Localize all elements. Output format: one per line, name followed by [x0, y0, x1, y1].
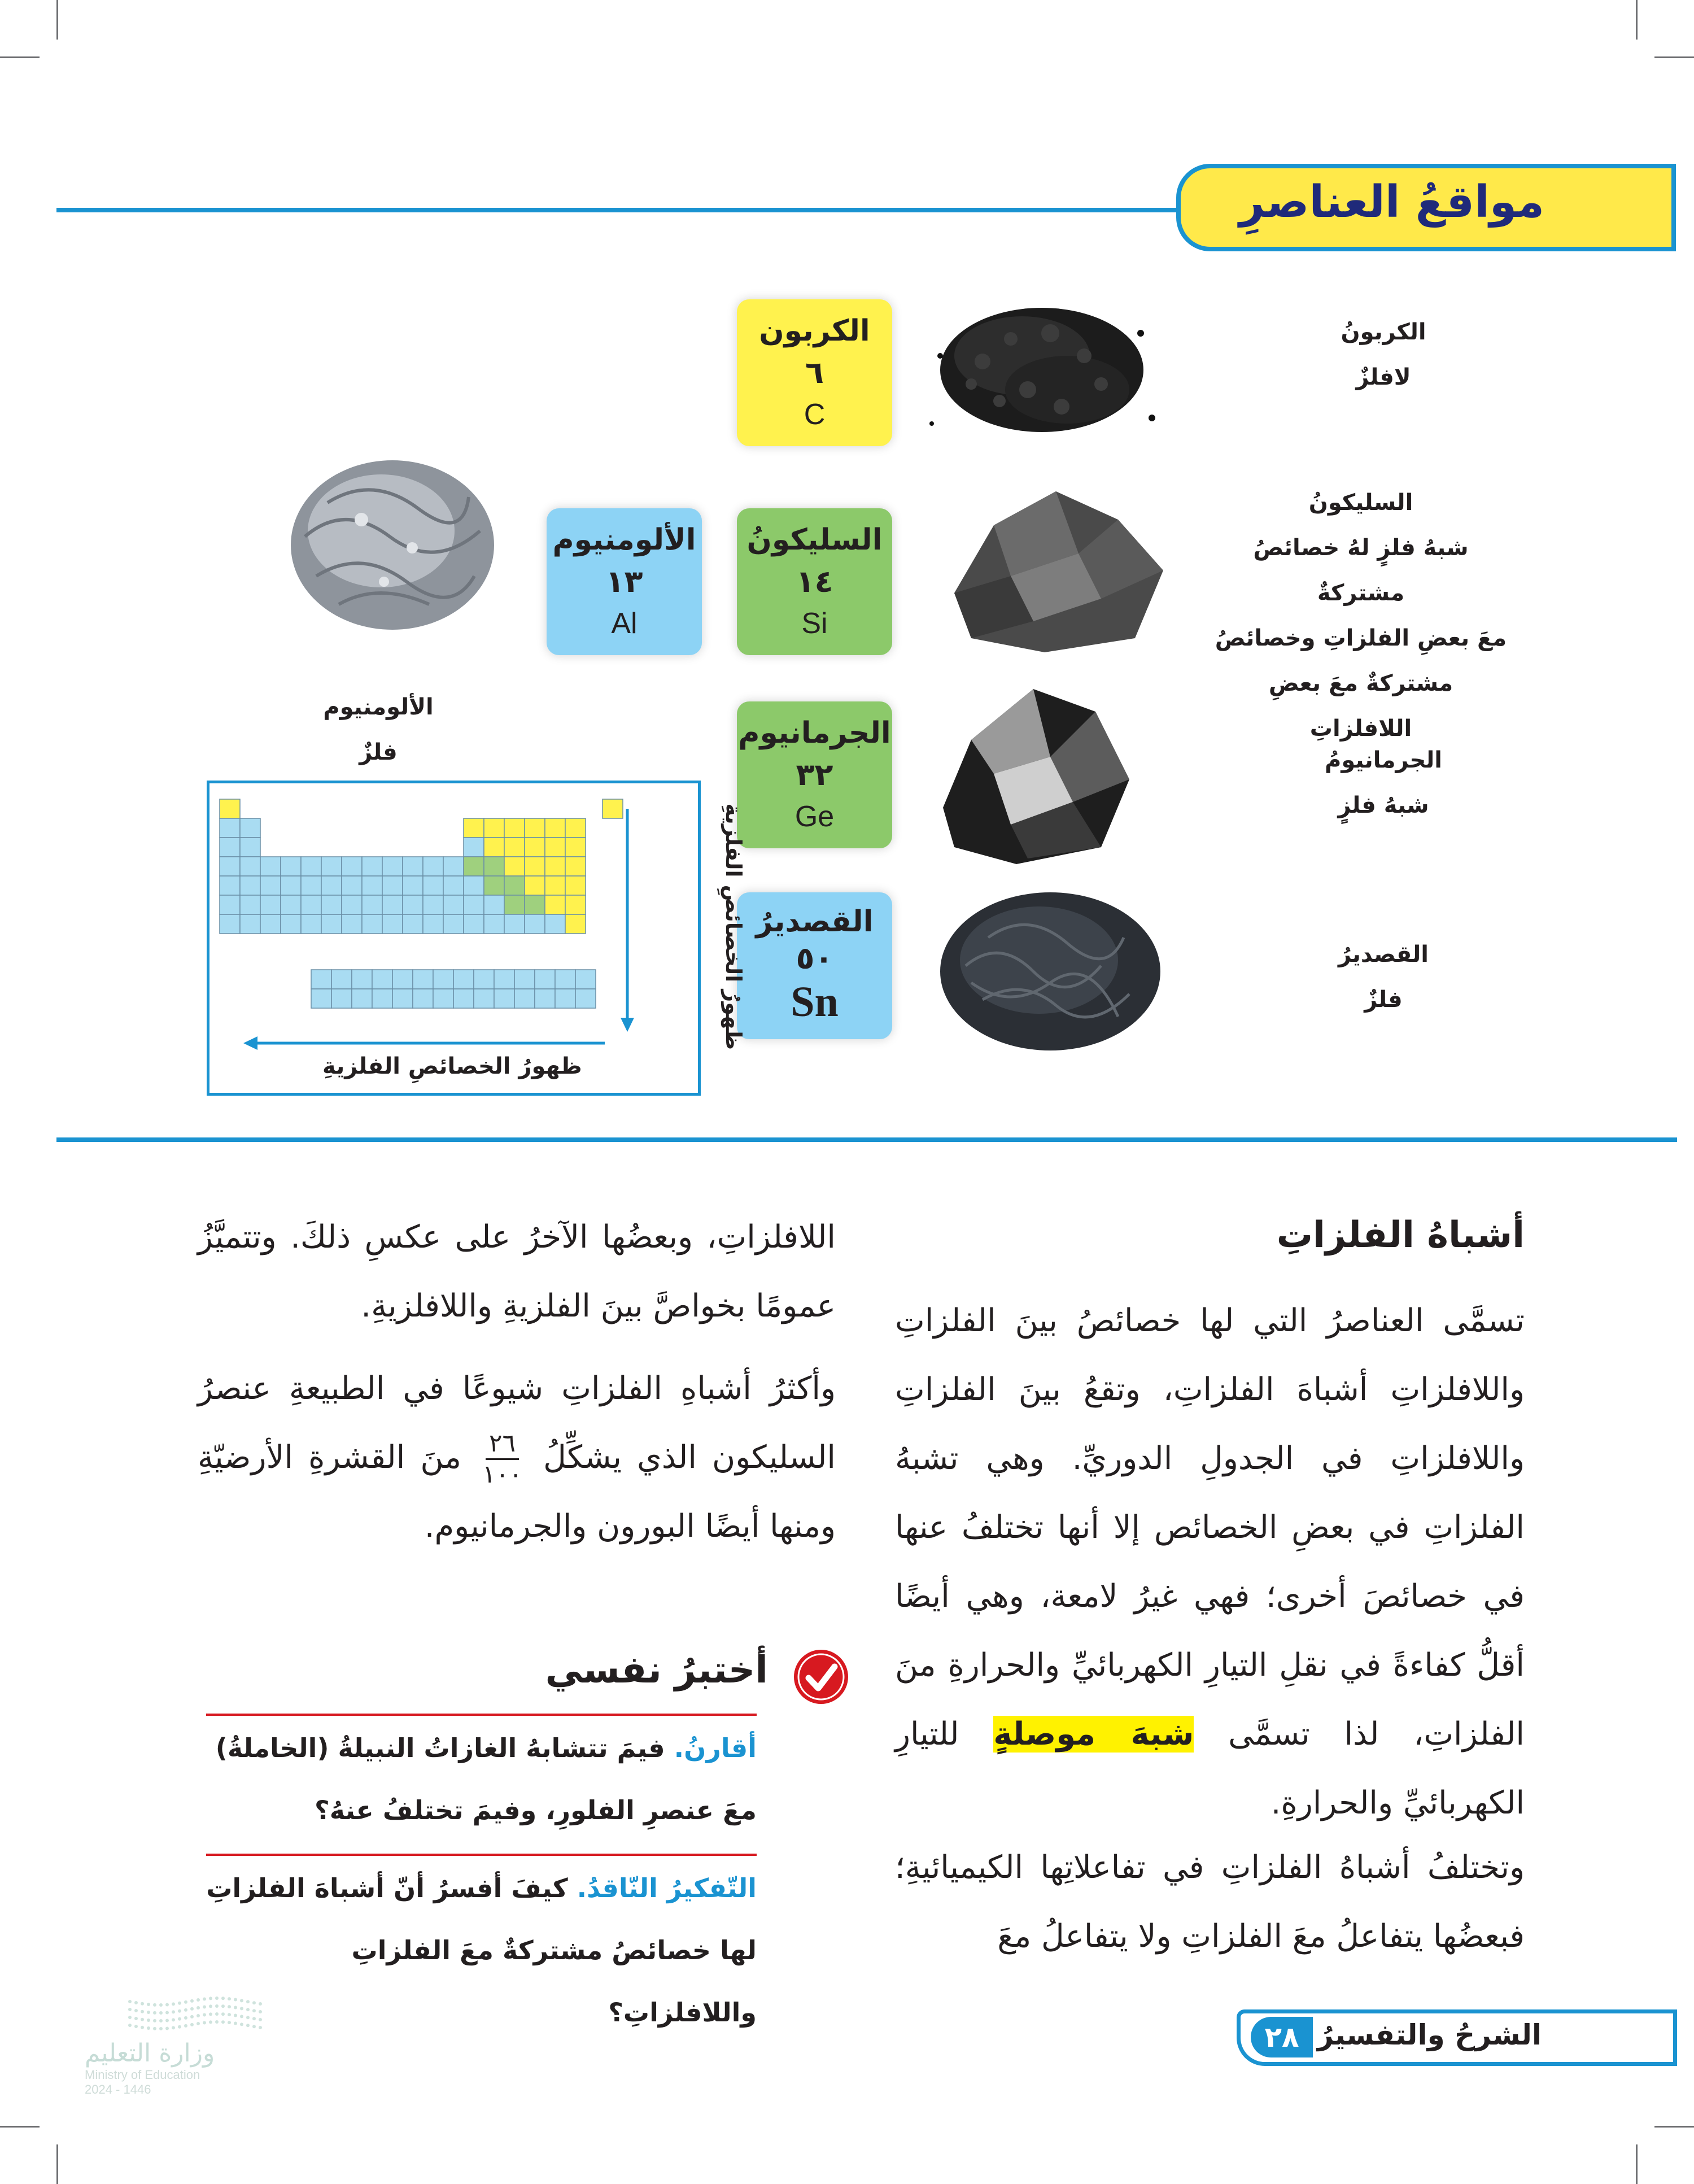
periodic-cell [362, 895, 382, 914]
periodic-cell [342, 895, 362, 914]
periodic-cell [433, 970, 453, 989]
periodic-cell [453, 970, 474, 989]
element-tile-aluminium [547, 508, 702, 655]
crop-mark [56, 0, 58, 40]
tin-image [932, 887, 1169, 1056]
label-line: الألومنيوم [323, 694, 434, 720]
periodic-table-inset [207, 781, 746, 1096]
periodic-cell [494, 989, 514, 1008]
element-name: الكربون [759, 314, 870, 348]
periodic-cell [464, 876, 484, 895]
periodic-cell [545, 857, 565, 876]
periodic-cell [565, 838, 586, 857]
periodic-cell [362, 857, 382, 876]
periodic-cell [311, 989, 331, 1008]
silicon-label [1214, 480, 1508, 751]
periodic-cell [514, 970, 535, 989]
ministry-logo [85, 1994, 271, 2097]
periodic-cell [545, 914, 565, 934]
self-test-heading: أختبرُ نفسي [545, 1648, 768, 1692]
periodic-cell [382, 857, 403, 876]
periodic-cell [260, 895, 281, 914]
periodic-cell [484, 838, 504, 857]
periodic-cell [474, 989, 494, 1008]
periodic-cell [484, 914, 504, 934]
periodic-cell [301, 895, 321, 914]
periodic-cell [240, 876, 260, 895]
periodic-cell [504, 895, 525, 914]
periodic-cell [494, 970, 514, 989]
periodic-cell [484, 818, 504, 838]
periodic-cell [575, 989, 596, 1008]
ministry-dots-icon [124, 1994, 271, 2039]
element-name: الألومنيوم [552, 523, 696, 557]
periodic-cell [504, 838, 525, 857]
periodic-cell [220, 914, 240, 934]
periodic-cell [514, 989, 535, 1008]
periodic-cell [260, 857, 281, 876]
trend-label-horizontal: ظهورُ الخصائصِ الفلزيةِ [322, 1053, 582, 1079]
periodic-cell [464, 914, 484, 934]
periodic-cell [525, 876, 545, 895]
label-line: مشتركةٌ معَ بعضِ اللافلزاتِ [1268, 670, 1453, 742]
header-rule [56, 208, 1180, 212]
periodic-cell [423, 876, 443, 895]
periodic-cell [423, 914, 443, 934]
periodic-cell [555, 970, 575, 989]
atomic-number: ٥٠ [796, 940, 833, 976]
crop-mark [0, 56, 40, 58]
label-line: السليكونُ [1308, 490, 1413, 516]
periodic-cell [443, 857, 464, 876]
periodic-cell [220, 857, 240, 876]
metalloids-paragraph-4 [198, 1354, 836, 1561]
page-number: ٢٨ [1251, 2017, 1313, 2057]
question-text: فيمَ تتشابهُ الغازاتُ النبيلةُ (الخاملةُ) معَ عنصرِ الفلورِ، وفيمَ تختلفُ عنهُ؟ [215, 1733, 757, 1825]
footer-label: الشرحُ والتفسيرُ [1317, 2019, 1542, 2051]
question-keyword: أقارنُ. [674, 1733, 757, 1763]
periodic-cell [372, 989, 392, 1008]
question-critical-thinking [206, 1857, 757, 2043]
periodic-cell [555, 989, 575, 1008]
divider [206, 1854, 757, 1856]
periodic-cell [474, 970, 494, 989]
carbon-label [1299, 309, 1468, 400]
crop-mark [0, 2126, 40, 2128]
crop-mark [1654, 2126, 1694, 2128]
periodic-cell [403, 857, 423, 876]
metalloids-paragraph-3: اللافلزاتِ، وبعضُها الآخرُ على عكسِ ذلكَ. وتتميَّزُ عمومًا بخواصَّ بينَ الفلزيةِ واللافلزيةِ. [198, 1219, 836, 1324]
label-line: فلزٌ [1364, 987, 1403, 1013]
label-line: القصديرُ [1338, 941, 1429, 967]
atomic-number: ٣٢ [796, 757, 833, 793]
aluminium-label [294, 685, 463, 775]
periodic-cell [525, 838, 545, 857]
element-tile-silicon [737, 508, 892, 655]
fraction-denominator: ١٠٠ [482, 1460, 522, 1489]
metalloids-paragraph-1 [895, 1287, 1525, 1838]
periodic-cell [240, 857, 260, 876]
carbon-image [915, 294, 1169, 441]
periodic-cell [443, 876, 464, 895]
atomic-number: ١٣ [605, 564, 643, 600]
element-name: الجرمانيوم [738, 716, 891, 751]
element-symbol: Sn [791, 978, 839, 1026]
periodic-cell [352, 989, 372, 1008]
periodic-cell [342, 857, 362, 876]
crop-mark [56, 2144, 58, 2184]
ministry-name-en: Ministry of Education [85, 2068, 200, 2082]
fraction [482, 1429, 522, 1489]
label-line: شبهُ فلزٍ [1338, 792, 1429, 818]
periodic-cell [281, 876, 301, 895]
ministry-name-ar: وزارة التعليم [85, 2039, 215, 2068]
periodic-cell [281, 914, 301, 934]
periodic-cell [575, 970, 596, 989]
periodic-cell [240, 895, 260, 914]
periodic-cell [301, 876, 321, 895]
periodic-cell [464, 857, 484, 876]
element-tile-tin [737, 892, 892, 1039]
periodic-cell [504, 914, 525, 934]
periodic-cell [220, 895, 240, 914]
element-tile-germanium [737, 701, 892, 848]
periodic-cell [484, 876, 504, 895]
periodic-cell [382, 914, 403, 934]
periodic-cell [260, 876, 281, 895]
periodic-cell [453, 989, 474, 1008]
crop-mark [1654, 56, 1694, 58]
periodic-cell [281, 895, 301, 914]
label-line: شبهُ فلزٍ لهُ خصائصُ مشتركةٌ [1253, 535, 1469, 606]
periodic-cell [504, 818, 525, 838]
periodic-cell [413, 970, 433, 989]
periodic-cell [240, 914, 260, 934]
periodic-cell [382, 876, 403, 895]
paragraph-text: للتيارِ الكهربائيِّ والحرارةِ. [895, 1716, 1525, 1821]
periodic-cell [342, 876, 362, 895]
periodic-cell [423, 895, 443, 914]
periodic-cell [484, 857, 504, 876]
periodic-cell [525, 895, 545, 914]
ministry-year: 2024 - 1446 [85, 2082, 151, 2096]
periodic-cell [484, 895, 504, 914]
element-symbol: Ge [794, 800, 835, 833]
periodic-cell [565, 895, 586, 914]
paragraph-text: منَ القشرةِ الأرضيّةِ ومنها أيضًا البورون والجرمانيوم. [198, 1439, 836, 1545]
periodic-cell [403, 876, 423, 895]
periodic-cell [362, 914, 382, 934]
periodic-cell [403, 895, 423, 914]
periodic-cell [443, 914, 464, 934]
fraction-numerator: ٢٦ [486, 1429, 519, 1460]
periodic-cell [545, 818, 565, 838]
periodic-cell [331, 989, 352, 1008]
semiconductor-highlight: شبهَ موصلةٍ [993, 1716, 1194, 1753]
checkmark-icon [791, 1646, 852, 1707]
divider [206, 1714, 757, 1716]
periodic-cell [372, 970, 392, 989]
periodic-cell [331, 970, 352, 989]
periodic-cell [565, 818, 586, 838]
figure-bottom-rule [56, 1137, 1677, 1142]
periodic-cell [565, 914, 586, 934]
periodic-cell [382, 895, 403, 914]
periodic-cell [565, 857, 586, 876]
periodic-cell [535, 989, 555, 1008]
label-line: الجرمانيومُ [1325, 747, 1442, 773]
periodic-cell [321, 914, 342, 934]
periodic-cell [545, 876, 565, 895]
question-text: كيفَ أفسرُ أنّ أشباهَ الفلزاتِ لها خصائصُ مشتركةٌ معَ الفلزاتِ واللافلزاتِ؟ [206, 1873, 757, 2028]
periodic-cell [321, 857, 342, 876]
periodic-cell [301, 857, 321, 876]
question-compare [206, 1717, 757, 1841]
periodic-cell [423, 857, 443, 876]
label-line: فلزٌ [359, 739, 398, 765]
periodic-cell [311, 970, 331, 989]
label-line: لافلزٌ [1356, 364, 1411, 390]
silicon-image [932, 486, 1169, 655]
periodic-cell [565, 876, 586, 895]
tin-label [1299, 932, 1468, 1022]
periodic-cell [443, 895, 464, 914]
periodic-cell [362, 876, 382, 895]
periodic-cell [342, 914, 362, 934]
atomic-number: ٦ [805, 355, 824, 391]
periodic-cell [545, 895, 565, 914]
periodic-cell [301, 914, 321, 934]
crop-mark [1636, 2144, 1638, 2184]
periodic-cell [504, 876, 525, 895]
periodic-cell [413, 989, 433, 1008]
periodic-cell [525, 914, 545, 934]
element-name: السليكونُ [746, 523, 883, 557]
section-title: مواقعُ العناصرِ [1239, 177, 1544, 228]
element-symbol: Si [801, 607, 828, 640]
periodic-cell [220, 876, 240, 895]
metalloids-paragraph-2: وتختلفُ أشباهُ الفلزاتِ في تفاعلاتِها الكيميائيةِ؛ فبعضُها يتفاعلُ معَ الفلزاتِ ولا يتفاعلُ معَ [895, 1849, 1525, 1955]
germanium-image [926, 678, 1141, 870]
paragraph-text: تسمَّى العناصرُ التي لها خصائصُ بينَ الفلزاتِ واللافلزاتِ أشباهَ الفلزاتِ، وتقعُ بينَ الفلزاتِ واللافلزاتِ في الجدولِ الدوريِّ. وهي تشبهُ الفلزاتِ في بعضِ الخصائص إلا أنها تختلفُ عنها في خصائصَ أخرى؛ فهي غيرُ لامعة، وهي أيضًا أقلُّ كفاءةً في نقلِ التيارِ الكهربائيِّ والحرارةِ منَ الفلزاتِ، لذا تسمَّى [895, 1302, 1525, 1753]
atomic-number: ١٤ [796, 564, 833, 600]
periodic-cell [525, 818, 545, 838]
periodic-cell [403, 914, 423, 934]
periodic-cell [433, 989, 453, 1008]
paragraph-text: وأكثرُ أشباهِ الفلزاتِ شيوعًا في الطبيعةِ عنصرُ السليكون الذي يشكِّلُ [198, 1370, 836, 1476]
trend-label-vertical: ظهورُ الخصائصِ الفلزيةِ [721, 803, 746, 1050]
periodic-table-graphic [209, 783, 698, 1093]
crop-mark [1636, 0, 1638, 40]
periodic-cell [281, 857, 301, 876]
element-name: القصديرُ [756, 904, 874, 939]
question-keyword: التّفكيرُ النّاقدُ. [577, 1873, 757, 1903]
periodic-cell [464, 818, 484, 838]
periodic-cell [321, 895, 342, 914]
label-line: الكربونُ [1341, 319, 1426, 345]
periodic-cell [392, 989, 413, 1008]
metalloids-heading: أشباهُ الفلزاتِ [1276, 1214, 1525, 1256]
germanium-label [1299, 738, 1468, 828]
label-line: معَ بعضِ الفلزاتِ وخصائصُ [1215, 625, 1507, 651]
element-tile-carbon [737, 299, 892, 446]
periodic-cell [392, 970, 413, 989]
periodic-cell [260, 914, 281, 934]
periodic-cell [321, 876, 342, 895]
periodic-cell [352, 970, 372, 989]
periodic-cell [525, 857, 545, 876]
periodic-cell [504, 857, 525, 876]
element-symbol: Al [611, 607, 638, 640]
periodic-cell [535, 970, 555, 989]
aluminium-image [282, 452, 503, 638]
periodic-cell [464, 895, 484, 914]
periodic-cell [464, 838, 484, 857]
periodic-cell [545, 838, 565, 857]
element-symbol: C [804, 398, 826, 431]
